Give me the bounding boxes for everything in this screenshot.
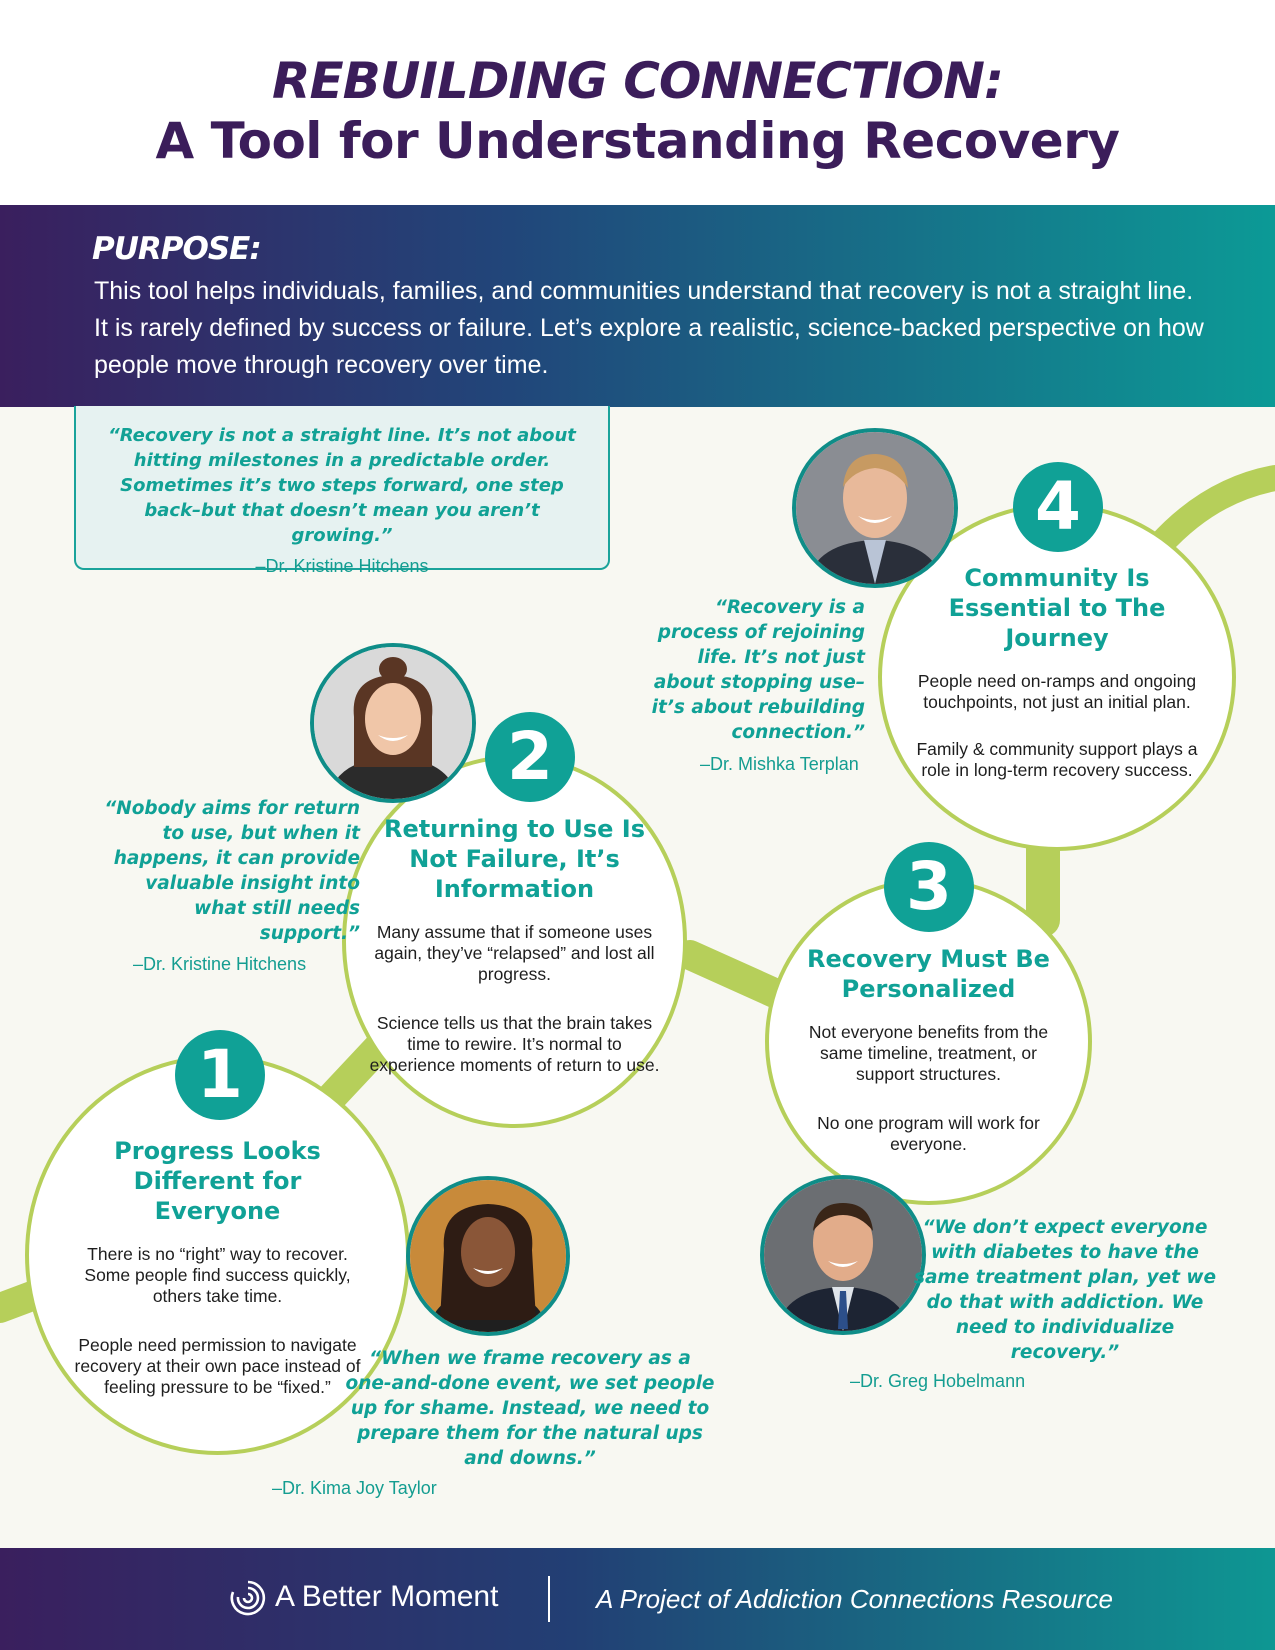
brand-name: A Better Moment: [275, 1580, 499, 1613]
footer: [0, 1548, 1275, 1650]
step-2-text-2: Science tells us that the brain takes time to rewire. It’s normal to experience moments of return to use.: [369, 1013, 660, 1075]
step-2-number: 2: [485, 712, 575, 802]
portrait-hitchens: [310, 643, 476, 803]
step-1-title: Progress Looks Different for Everyone: [114, 1137, 321, 1225]
quote-taylor: “When we frame recovery as a one-and-done event, we set people up for shame. Instead, we need to prepare them for the natural ups and downs.”: [345, 1348, 715, 1469]
portrait-taylor: [406, 1176, 570, 1336]
quote-hitchens-attribution: –Dr. Kristine Hitchens: [133, 954, 307, 974]
quote-hitchens: “Nobody aims for return to use, but when it happens, it can provide valuable insight into what still needs support.”: [104, 798, 360, 944]
quote-taylor-attribution: –Dr. Kima Joy Taylor: [272, 1478, 437, 1498]
step-1-text-1: There is no “right” way to recover. Some people find success quickly, others take time.: [84, 1244, 351, 1306]
step-3-text-2: No one program will work for everyone.: [817, 1113, 1040, 1154]
header-kicker: REBUILDING CONNECTION:: [271, 52, 1004, 110]
portrait-terplan-art: [796, 432, 954, 584]
quote-hobelmann: “We don’t expect everyone with diabetes to have the same treatment plan, yet we do that with addiction. We need to individualize recovery.”: [913, 1217, 1217, 1363]
step-4-text-1: People need on-ramps and ongoing touchpoints, not just an initial plan.: [917, 671, 1197, 712]
portrait-hobelmann-art: [764, 1179, 922, 1331]
footer-tagline: A Project of Addiction Connections Resource: [596, 1584, 1113, 1614]
step-1-number: 1: [175, 1030, 265, 1120]
step-2-title: Returning to Use Is Not Failure, It’s Information: [383, 815, 646, 903]
portrait-hitchens-art: [314, 647, 472, 799]
connector-right: [1160, 478, 1275, 545]
footer-divider: [548, 1576, 550, 1622]
quote-terplan: “Recovery is a process of rejoining life. It’s not just about stopping use– it’s about rebuilding connection.”: [651, 597, 865, 743]
quote-terplan-attribution: –Dr. Mishka Terplan: [700, 754, 859, 774]
step-3-text-1: Not everyone benefits from the same timeline, treatment, or support structures.: [808, 1022, 1049, 1084]
portrait-hobelmann: [760, 1175, 926, 1335]
purpose-text: This tool helps individuals, families, and communities understand that recovery is not a straight line. It is rarely defined by success or failure. Let’s explore a realistic, science-backed perspective on how people move through recovery over time.: [94, 277, 1204, 379]
portrait-taylor-art: [410, 1180, 566, 1332]
page-title: A Tool for Understanding Recovery: [155, 112, 1120, 170]
purpose-label: PURPOSE:: [92, 231, 261, 267]
step-2-circle: [342, 755, 687, 1128]
step-4-text-2: Family & community support plays a role in long-term recovery success.: [916, 739, 1198, 780]
quote-hobelmann-attribution: –Dr. Greg Hobelmann: [850, 1371, 1026, 1391]
top-quote-attribution: –Dr. Kristine Hitchens: [255, 556, 429, 576]
brand-logo-icon: [228, 1578, 268, 1618]
step-1-text-2: People need permission to navigate recovery at their own pace instead of feeling pressure to be “fixed.”: [74, 1335, 361, 1397]
step-2-text-1: Many assume that if someone uses again, they’ve “relapsed” and lost all progress.: [374, 922, 655, 984]
step-4-number: 4: [1013, 462, 1103, 552]
step-4-title: Community Is Essential to The Journey: [948, 564, 1166, 652]
top-quote-text: “Recovery is not a straight line. It’s not about hitting milestones in a predictable order. Sometimes it’s two steps forward, one step back–but that doesn’t mean you aren’t growing.”: [108, 425, 576, 546]
portrait-terplan: [792, 428, 958, 588]
step-3-title: Recovery Must Be Personalized: [807, 945, 1050, 1003]
top-quote-box: [74, 406, 610, 576]
step-3-number: 3: [884, 842, 974, 932]
